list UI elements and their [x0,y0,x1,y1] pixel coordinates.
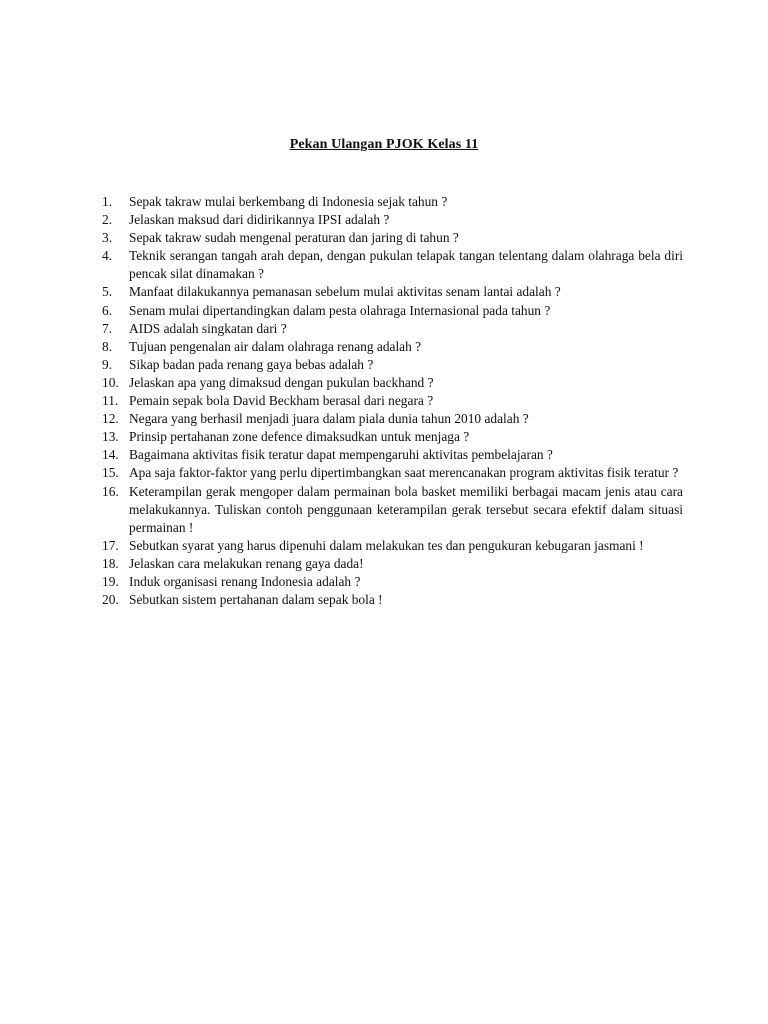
question-text: Manfaat dilakukannya pemanasan sebelum mulai aktivitas senam lantai adalah ? [129,284,561,300]
question-number: 8. [102,338,113,354]
question-text: Sikap badan pada renang gaya bebas adalah ? [129,356,374,372]
question-item [100,410,683,428]
question-number: 5. [102,284,113,300]
question-item [100,573,683,591]
question-text: Tujuan pengenalan air dalam olahraga renang adalah ? [129,338,422,354]
question-text: Sepak takraw mulai berkembang di Indonesia sejak tahun ? [129,194,448,209]
question-text: Bagaimana aktivitas fisik teratur dapat mempengaruhi aktivitas pembelajaran ? [129,447,553,463]
question-text: Negara yang berhasil menjadi juara dalam piala dunia tahun 2010 adalah ? [129,411,529,427]
question-item [100,211,683,229]
question-item [100,229,683,247]
question-item [100,374,683,392]
question-text: Induk organisasi renang Indonesia adalah ? [129,573,361,589]
question-item [100,428,683,446]
question-text: Teknik serangan tangah arah depan, dengan pukulan telapak tangan telentang dalam olahraga bela diri pencak silat dinamakan ? [129,248,683,282]
question-item [100,537,683,555]
question-item [100,302,683,320]
question-item [100,320,683,338]
question-text: Keterampilan gerak mengoper dalam permainan bola basket memiliki berbagai macam jenis atau cara melakukannya. Tuliskan contoh penggunaan keterampilan gerak tersebut secara efektif dalam situasi permainan ! [129,483,683,535]
question-number: 14. [102,447,119,463]
question-number: 7. [102,320,113,336]
question-text: Sebutkan sistem pertahanan dalam sepak bola ! [129,592,383,608]
question-number: 18. [102,555,119,571]
question-item [100,555,683,573]
question-number: 17. [102,537,119,553]
question-number: 2. [102,212,113,228]
question-number: 6. [102,302,113,318]
question-text: Sebutkan syarat yang harus dipenuhi dalam melakukan tes dan pengukuran kebugaran jasmani ! [129,537,644,553]
question-item [100,591,683,609]
question-text: Sepak takraw sudah mengenal peraturan dan jaring di tahun ? [129,230,459,246]
question-text: Jelaskan apa yang dimaksud dengan pukulan backhand ? [129,374,434,390]
question-number: 19. [102,573,119,589]
question-number: 4. [102,248,113,264]
question-item [100,283,683,301]
question-item [100,464,683,482]
question-list [100,193,683,609]
question-number: 9. [102,356,113,372]
question-item [100,446,683,464]
question-number: 11. [102,393,119,409]
question-number: 13. [102,429,119,445]
question-number: 10. [102,374,119,390]
question-item [100,193,683,211]
document-title: Pekan Ulangan PJOK Kelas 11 [289,137,479,152]
question-number: 1. [102,194,113,209]
question-number: 16. [102,483,119,499]
question-text: Jelaskan cara melakukan renang gaya dada! [129,555,364,571]
question-number: 20. [102,592,119,608]
question-item [100,247,683,283]
question-text: Jelaskan maksud dari didirikannya IPSI adalah ? [129,212,390,228]
question-item [100,356,683,374]
question-item [100,483,683,537]
question-text: Senam mulai dipertandingkan dalam pesta olahraga Internasional pada tahun ? [129,302,551,318]
question-number: 15. [102,465,119,481]
question-item [100,392,683,410]
question-text: Pemain sepak bola David Beckham berasal dari negara ? [129,393,434,409]
question-text: Prinsip pertahanan zone defence dimaksudkan untuk menjaga ? [129,429,470,445]
question-number: 12. [102,411,119,427]
question-text: Apa saja faktor-faktor yang perlu dipertimbangkan saat merencanakan program aktivitas fisik teratur ? [129,465,679,481]
question-item [100,338,683,356]
question-number: 3. [102,230,113,246]
question-text: AIDS adalah singkatan dari ? [129,320,287,336]
